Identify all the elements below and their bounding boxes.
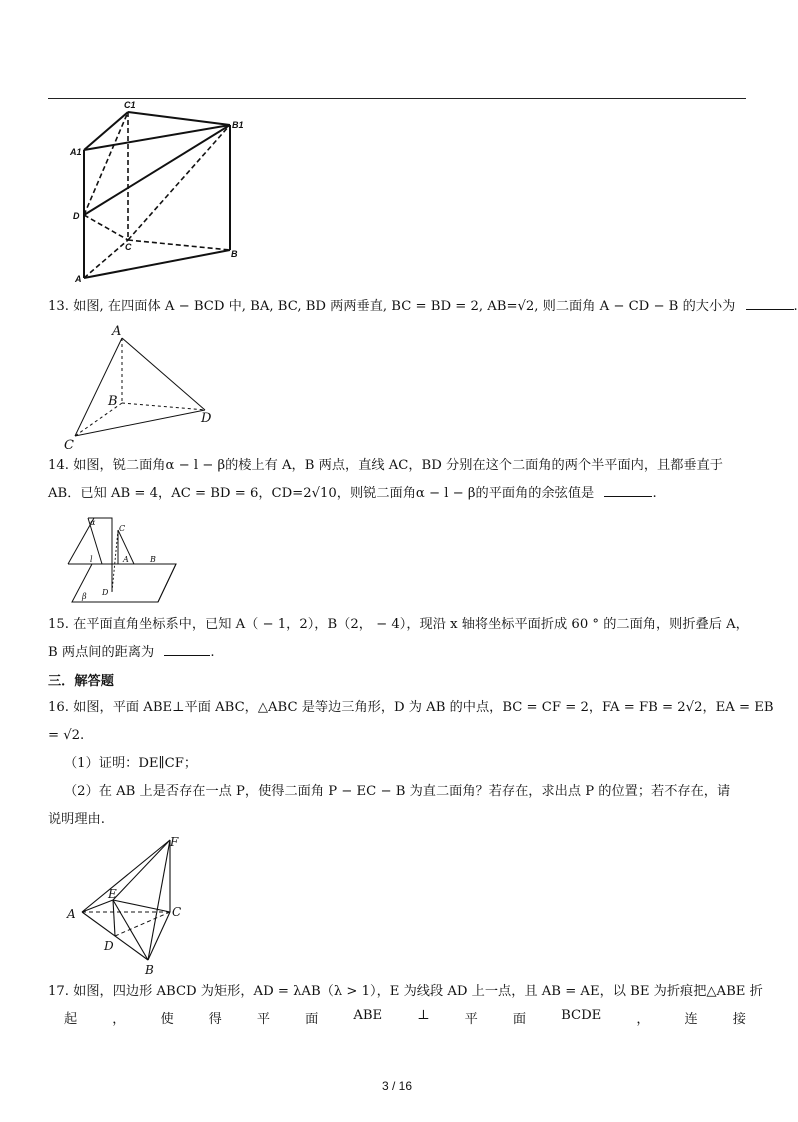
q16-part1-text: （1）证明：DE∥CF；	[64, 756, 198, 771]
label-beta: β	[82, 592, 87, 601]
question-14-line1	[48, 456, 748, 476]
label-l: l	[90, 555, 93, 564]
label-d: D	[201, 411, 212, 426]
q17-word: BCDE	[561, 1008, 602, 1023]
dihedral-angle-figure	[64, 512, 194, 608]
question-17-line2	[64, 1008, 746, 1027]
q14-line2-text: AB．已知 AB = 4，AC = BD = 6，CD=2√10，则锐二面角α − l − β的平面角的余弦值是	[48, 486, 595, 501]
question-16-part2	[64, 782, 764, 802]
question-14-line2: AB．已知 AB = 4，AC = BD = 6，CD=2√10，则锐二面角α − l − β的平面角的余弦值是 .	[48, 486, 657, 501]
prism-figure	[68, 98, 248, 284]
answer-blank	[164, 643, 210, 656]
label-d: D	[102, 588, 109, 597]
label-a: A	[67, 907, 76, 921]
q16-line1-text: 16. 如图，平面 ABE⊥平面 ABC，△ABC 是等边三角形，D 为 AB 的中点，BC = CF = 2，FA = FB = 2√2，EA = EB	[48, 700, 774, 715]
label-c: C	[172, 905, 182, 919]
label-c: C	[125, 242, 132, 252]
label-a: A	[75, 274, 82, 284]
q16-line2-text: = √2.	[48, 728, 85, 743]
q16-part2-text: （2）在 AB 上是否存在一点 P，使得二面角 P − EC − B 为直二面角？若存在，求出点 P 的位置；若不存在，请	[64, 784, 731, 799]
question-15-line1	[48, 615, 748, 635]
q17-word: 接	[732, 1012, 746, 1027]
label-d: D	[104, 939, 114, 953]
q17-word: 连	[684, 1012, 698, 1027]
q17-word: 平	[256, 1012, 271, 1027]
answer-blank	[604, 484, 652, 497]
question-16-part1	[64, 754, 764, 774]
question-16-line2	[48, 726, 748, 746]
label-f: F	[170, 835, 179, 849]
tetrahedron-figure	[62, 320, 222, 452]
q17-word: 得	[208, 1012, 222, 1027]
label-a1: A1	[70, 147, 82, 157]
label-d: D	[73, 211, 80, 221]
q17-word: ABE	[353, 1008, 383, 1023]
q17-word: ⊥	[417, 1008, 430, 1023]
pyramid-figure	[62, 832, 192, 980]
question-16-line1	[48, 698, 774, 718]
label-b: B	[150, 555, 156, 564]
q17-word: ，	[112, 1012, 126, 1027]
label-a: A	[123, 555, 129, 564]
q14-line1-text: 14. 如图，锐二面角α − l − β的棱上有 A，B 两点，直线 AC，BD 分别在这个二面角的两个半平面内，且都垂直于	[48, 458, 723, 473]
label-e: E	[108, 887, 117, 901]
q17-word: 面	[512, 1012, 527, 1027]
answer-blank	[746, 297, 794, 310]
label-alpha: α	[90, 518, 96, 527]
label-c: C	[119, 524, 126, 533]
section-heading: 三．解答题	[48, 674, 114, 689]
label-c1: C1	[124, 100, 136, 110]
page-number: 3 / 16	[381, 1079, 413, 1093]
q15-line2-text: B 两点间的距离为	[48, 645, 155, 660]
q17-word: 平	[464, 1012, 478, 1027]
label-b: B	[108, 394, 118, 409]
question-15-line2: B 两点间的距离为 .	[48, 645, 215, 660]
label-b: B	[145, 963, 154, 977]
q17-word: 起	[64, 1012, 78, 1027]
question-17-line1	[48, 982, 763, 1002]
label-b: B	[231, 249, 238, 259]
question-13: 13. 如图, 在四面体 A − BCD 中, BA, BC, BD 两两垂直, BC = BD = 2, AB=√2, 则二面角 A − CD − B 的大小为 .	[48, 299, 798, 314]
label-c: C	[64, 438, 74, 453]
q15-line1-text: 15. 在平面直角坐标系中，已知 A（ − 1，2），B（2， − 4），现沿 x 轴将坐标平面折成 60 ° 的二面角，则折叠后 A，	[48, 617, 749, 632]
q17-word: 面	[305, 1012, 319, 1027]
q17-word: 使	[160, 1012, 174, 1027]
q13-text: 13. 如图, 在四面体 A − BCD 中, BA, BC, BD 两两垂直, BC = BD = 2, AB=√2, 则二面角 A − CD − B 的大小为	[48, 299, 736, 314]
q17-line1-text: 17. 如图，四边形 ABCD 为矩形，AD = λAB（λ > 1），E 为线段 AD 上一点，且 AB = AE，以 BE 为折痕把△ABE 折	[48, 984, 763, 999]
label-b1: B1	[232, 120, 244, 130]
q16-part2-cont-text: 说明理由.	[48, 812, 105, 827]
question-16-part2-cont	[48, 810, 748, 830]
label-a: A	[112, 324, 122, 339]
q17-word: ，	[636, 1012, 650, 1027]
